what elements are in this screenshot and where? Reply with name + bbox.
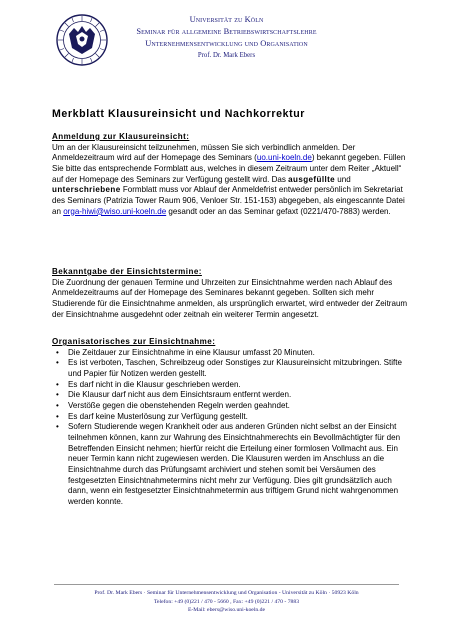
rules-list xyxy=(52,348,408,508)
section-body: Die Zuordnung der genauen Termine und Uhrzeiten zur Einsichtnahme werden nach Ablauf des Anmeldezeitraums auf der Homepage des Seminares bekannt gegeben. Sollten sich mehr Studierende für die Einsichtnahme anmelden, als ursprünglich erwartet, wird entweder der Zeitraum der Einsichtnahme ausgedehnt oder zeitnah ein weiterer Termin angesetzt. xyxy=(52,277,408,319)
footer xyxy=(0,589,453,615)
footer-phone: Telefon: +49 (0)221 / 470 - 5660 , Fax: +49 (0)221 / 470 - 7883 xyxy=(153,598,300,605)
section-body: Um an der Klausureinsicht teilzunehmen, müssen Sie sich verbindlich anmelden. Der Anmeldezeitraum wird auf der Homepage des Seminars (uo.uni-koeln.de) bekannt gegeben. Füllen Sie bitte das entsprechende Formblatt aus, welches in diesem Zeitraum unter dem Reiter „Aktuell“ auf der Homepage des Seminars zur Verfügung gestellt wird. Das ausgefüllte und unterschriebene Formblatt muss vor Ablauf der Anmeldefrist entweder persönlich im Sekretariat des Seminars (Patrizia Tower Raum 906, Venloer Str. 151-153) abgegeben, als eingescannte Datei an orga-hiwi@wiso.uni-koeln.de gesandt oder an das Seminar gefaxt (0221/470-7883) werden. xyxy=(52,142,406,216)
section-registration xyxy=(52,132,408,217)
section-heading: Anmeldung zur Klausureinsicht: xyxy=(52,132,190,141)
list-item: • Verstöße gegen die obenstehenden Regeln werden geahndet. xyxy=(52,401,408,412)
list-item: • Die Klausur darf nicht aus dem Einsichtsraum entfernt werden. xyxy=(52,390,408,401)
university-name: Universität zu Köln xyxy=(189,15,264,24)
seminar-homepage-link[interactable]: uo.uni-koeln.de xyxy=(256,153,312,163)
seminar-name: Seminar für allgemeine Betriebswirtschaftslehre xyxy=(136,27,317,37)
section-heading: Bekanntgabe der Einsichtstermine: xyxy=(52,267,202,276)
list-item: • Es darf keine Musterlösung zur Verfügung gestellt. xyxy=(52,412,408,423)
list-item: • Sofern Studierende wegen Krankheit oder aus anderen Gründen nicht selbst an der Einsicht teilnehmen können, kann zur Wahrung des Einsichtnahmerechts ein Bevollmächtigter für den Betreffenden Einsicht nehmen; hierfür reicht die Erteilung einer formlosen Vollmacht aus. Ein neuer Termin kann nicht zugewiesen werden. Die Klausuren werden im Anschluss an die Einsichtnahme durch das Prüfungsamt archiviert und stehen somit bei Versäumen des festgesetzten Einsichtnahmetermins nicht mehr zur Verfügung. Dies gilt grundsätzlich auch dann, wenn ein festgesetzter Einsichtnahmetermin aus triftigem Grund nicht wahrgenommen werden konnte. xyxy=(52,422,408,507)
list-item: • Es ist verboten, Taschen, Schreibzeug oder Sonstiges zur Klausureinsicht mitzubringen. Stifte und Papier für Notizen werden gestellt. xyxy=(52,358,408,379)
section-heading: Organisatorisches zur Einsichtnahme: xyxy=(52,337,216,346)
section-organisation xyxy=(52,337,408,508)
list-item: • Es darf nicht in die Klausur geschrieben werden. xyxy=(52,380,408,391)
email-link[interactable]: orga-hiwi@wiso.uni-koeln.de xyxy=(63,206,167,216)
document-title: Merkblatt Klausureinsicht und Nachkorrektur xyxy=(52,108,306,120)
footer-email: E-Mail: ebers@wiso.uni-koeln.de xyxy=(187,607,266,614)
footer-address: Prof. Dr. Mark Ebers · Seminar für Unternehmensentwicklung und Organisation - Universität zu Köln · 50923 Köln xyxy=(94,590,359,596)
section-dates xyxy=(52,267,408,320)
emphasis-signed: unterschriebene xyxy=(52,185,121,195)
letterhead xyxy=(0,14,453,61)
emphasis-filled: ausgefüllte xyxy=(288,174,336,184)
list-item: • Die Zeitdauer zur Einsichtnahme in eine Klausur umfasst 20 Minuten. xyxy=(52,348,408,359)
footer-divider xyxy=(54,584,399,585)
professor-name: Prof. Dr. Mark Ebers xyxy=(197,51,256,59)
department-name: Unternehmensentwicklung und Organisation xyxy=(145,39,308,49)
